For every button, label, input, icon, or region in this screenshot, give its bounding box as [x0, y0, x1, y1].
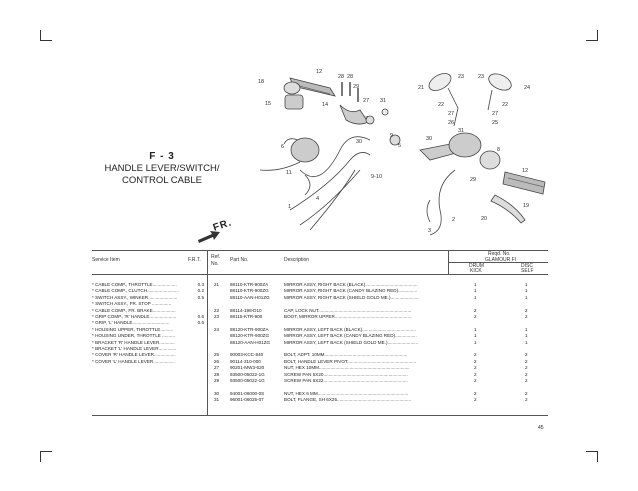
svg-text:15: 15	[265, 101, 272, 107]
service-item-name: * COVER 'R' HANDLE LEVER.................	[92, 352, 176, 358]
qty-drum: 2	[474, 397, 477, 403]
section-title-block	[92, 150, 232, 187]
service-item-frt: 0.5	[197, 294, 204, 300]
ref-no-header: Ref. No.	[211, 254, 221, 267]
part-description: SCREW PAN 5X22..................................................................	[284, 378, 408, 383]
qty-drum: 2	[474, 365, 477, 371]
service-item-name: * CABLE COMP., THROTTLE...................	[92, 282, 177, 287]
qty-drum: 2	[474, 371, 477, 377]
qty-drum: 1	[474, 294, 477, 300]
header-top-rule	[92, 250, 548, 251]
svg-text:27: 27	[448, 111, 455, 117]
section-title-line2: CONTROL CABLE	[122, 175, 202, 186]
part-description: BOLT, HANDLE LEVER PIVOT......................................................	[284, 358, 417, 364]
kick-header: KICK	[470, 268, 482, 274]
qty-disc: 2	[525, 352, 528, 358]
part-no: 90114-310-000	[230, 358, 261, 364]
part-no: 90003-KCC-840	[230, 352, 264, 358]
svg-text:27: 27	[492, 111, 499, 117]
svg-text:3: 3	[428, 228, 432, 234]
part-description: MIRROR ASSY, RIGHT BACK (BLACK).........................................	[284, 282, 418, 287]
qty-drum: 2	[474, 314, 477, 319]
service-item-name: * CABLE COMP., CLUTCH.........................	[92, 288, 179, 294]
glamour-header: GLAMOUR FI	[485, 257, 517, 263]
svg-text:1: 1	[288, 204, 292, 210]
svg-text:11: 11	[286, 170, 292, 176]
svg-text:23: 23	[458, 74, 465, 80]
ref-no: 27	[214, 365, 220, 371]
svg-text:23: 23	[478, 74, 485, 80]
part-description: MIRROR ASSY, LEFT BACK (BLACK)..........................................	[284, 326, 416, 332]
qty-disc: 2	[525, 371, 528, 377]
svg-text:22: 22	[438, 102, 445, 108]
service-item-name: * GRIP COMP., 'R' HANDLE.....................	[92, 314, 177, 320]
ref-no: 26	[214, 358, 220, 364]
service-item-name: * GRIP, 'L' HANDLE.............................	[92, 320, 170, 326]
qty-drum: 2	[474, 358, 477, 364]
qty-disc: 2	[525, 314, 528, 319]
svg-text:28: 28	[347, 74, 354, 80]
section-title-line1: HANDLE LEVER/SWITCH/	[104, 163, 220, 174]
qty-drum: 1	[474, 333, 477, 339]
qty-disc: 2	[525, 358, 528, 364]
svg-text:18: 18	[258, 79, 265, 85]
part-no: 94001-06000-0S	[230, 390, 265, 396]
svg-text:24: 24	[524, 85, 531, 91]
ref-no: 22	[214, 307, 220, 313]
part-no: 88114-198-D10	[230, 307, 262, 313]
section-code: F - 3	[149, 151, 175, 162]
page-number: 45	[538, 425, 544, 431]
service-item-name: * HOUSING UNDER, THROTTLE ..........	[92, 333, 175, 339]
svg-text:27: 27	[363, 98, 370, 104]
svg-text:22: 22	[502, 102, 509, 108]
qty-disc: 1	[525, 339, 528, 345]
part-no: 88110-KTR-900ZA	[230, 282, 269, 287]
svg-text:6: 6	[281, 144, 285, 150]
part-no: 88110-AAN-H01ZG	[230, 294, 270, 300]
drum-header: DRUM	[469, 263, 484, 269]
reqd-left-rule	[448, 250, 449, 274]
parts-row	[0, 378, 638, 385]
parts-row	[0, 397, 638, 404]
service-item-name: * COVER 'L' HANDLE LEVER.................	[92, 358, 175, 364]
svg-text:9-10: 9-10	[371, 174, 383, 180]
svg-text:25: 25	[492, 120, 499, 126]
qty-drum: 2	[474, 307, 477, 313]
service-item-frt: 0.2	[197, 288, 204, 294]
frt-header: F.R.T.	[188, 257, 201, 263]
qty-drum: 1	[474, 326, 477, 332]
service-item-name: * BRACKET 'L' HANDLE LEVER..............	[92, 346, 177, 352]
part-no: 88120-AAN-H01ZG	[230, 339, 271, 345]
qty-drum: 2	[474, 390, 477, 396]
part-no: 93500-05022-1G	[230, 371, 265, 377]
parts-row	[0, 314, 638, 321]
part-description: BOOT, MIRROR UPPER............................................................	[284, 314, 412, 319]
part-no: 93500-05022-1G	[230, 378, 265, 383]
service-item-name: * HOUSING UPPER, THROTTLE..........	[92, 326, 174, 332]
part-no-header: Part No.	[230, 257, 249, 263]
svg-text:30: 30	[426, 136, 433, 142]
svg-text:2: 2	[452, 217, 456, 223]
svg-text:8: 8	[497, 147, 501, 153]
service-item-name: * CABLE COMP., FR. BRAKE..................	[92, 307, 176, 313]
table-bottom-rule	[92, 415, 548, 416]
svg-text:7: 7	[365, 116, 369, 122]
part-description: BOLT, FLANGE, SH 6X25..........................................................	[284, 397, 412, 403]
ref-no: 21	[214, 282, 220, 287]
part-no: 88120-KTR-900ZA	[230, 326, 269, 332]
ref-no: 31	[214, 397, 220, 403]
ref-no: 28	[214, 371, 220, 377]
qty-drum: 1	[474, 282, 477, 287]
self-header: SELF	[521, 268, 534, 274]
svg-text:9: 9	[390, 133, 394, 139]
crop-mark-bl-v	[40, 451, 41, 462]
qty-drum: 2	[474, 352, 477, 358]
disc-header: DISC	[521, 263, 533, 269]
qty-disc: 2	[525, 365, 528, 371]
qty-disc: 1	[525, 288, 528, 294]
svg-text:29: 29	[353, 84, 360, 90]
service-item-header: Service Item	[92, 257, 120, 263]
ref-no: 30	[214, 390, 220, 396]
service-item-name: * SWITCH ASSY., WINKER.......................	[92, 294, 178, 300]
service-item-frt: 0.3	[197, 282, 204, 287]
part-description: NUT, HEX 6 MM.......................................................................	[284, 390, 409, 396]
svg-text:14: 14	[322, 102, 329, 108]
service-item-frt: 0.6	[197, 314, 204, 320]
part-no: 88120-KTR-900ZG	[230, 333, 270, 339]
part-description: MIRROR ASSY, LEFT BACK (SHIELD GOLD ME.)........................	[284, 339, 419, 345]
part-no: 90201-MW3-620	[230, 365, 265, 371]
qty-disc: 1	[525, 333, 528, 339]
part-description: SCREW PAN 5X20..................................................................	[284, 371, 408, 377]
qty-disc: 2	[525, 307, 528, 313]
qty-disc: 2	[525, 378, 528, 383]
svg-text:12: 12	[522, 168, 529, 174]
qty-disc: 1	[525, 326, 528, 332]
svg-text:20: 20	[481, 216, 488, 222]
part-description: MIRROR ASSY, LEFT BACK (CANDY BLAZING RED).................	[284, 333, 417, 339]
svg-text:29: 29	[470, 177, 477, 183]
parts-row	[0, 340, 638, 347]
svg-text:30: 30	[356, 139, 363, 145]
service-item-frt: 0.6	[197, 320, 204, 326]
parts-row	[0, 295, 638, 302]
svg-text:31: 31	[380, 98, 387, 104]
part-description: CAP, LOCK NUT.........................................................................	[284, 307, 412, 313]
svg-text:5: 5	[398, 143, 402, 149]
part-no: 96001-06025-07	[230, 397, 264, 403]
qty-disc: 1	[525, 294, 528, 300]
part-no: 88115-KTR-900	[230, 314, 263, 319]
reqd-no-header: Reqd. No.	[488, 251, 511, 257]
ref-no: 24	[214, 326, 220, 332]
svg-text:21: 21	[418, 85, 425, 91]
part-no: 88110-KTR-900ZG	[230, 288, 269, 294]
service-item-name: * BRACKET 'R' HANDLE LEVER............	[92, 339, 175, 345]
qty-disc: 2	[525, 397, 528, 403]
front-direction-label: FR.	[211, 217, 234, 234]
qty-drum: 2	[474, 378, 477, 383]
part-description: BOLT, ADPT. 10MM.................................................................	[284, 352, 408, 358]
qty-drum: 1	[474, 339, 477, 345]
part-description: MIRROR ASSY, RIGHT BACK (CANDY BLAZING RED)...............	[284, 288, 418, 294]
ref-no: 25	[214, 352, 220, 358]
qty-disc: 1	[525, 282, 528, 287]
crop-mark-bl-h	[40, 451, 52, 452]
ref-no: 29	[214, 378, 220, 383]
svg-text:31: 31	[458, 128, 465, 134]
description-header: Description	[284, 257, 310, 263]
header-bottom-rule	[92, 274, 548, 275]
service-item-name: * SWITCH ASSY., FR. STOP ...............	[92, 301, 172, 307]
svg-text:26: 26	[448, 120, 455, 126]
svg-text:4: 4	[316, 196, 320, 202]
qty-drum: 1	[474, 288, 477, 294]
svg-text:12: 12	[316, 69, 323, 75]
part-description: NUT, HEX 10MM.......................................................................	[284, 365, 410, 371]
svg-text:28: 28	[338, 74, 345, 80]
part-description: MIRROR ASSY, RIGHT BACK (SHIELD GOLD ME.)......................	[284, 294, 419, 300]
svg-text:19: 19	[523, 203, 530, 209]
crop-mark-br-v	[597, 451, 598, 462]
qty-disc: 2	[525, 390, 528, 396]
ref-no: 23	[214, 314, 220, 319]
